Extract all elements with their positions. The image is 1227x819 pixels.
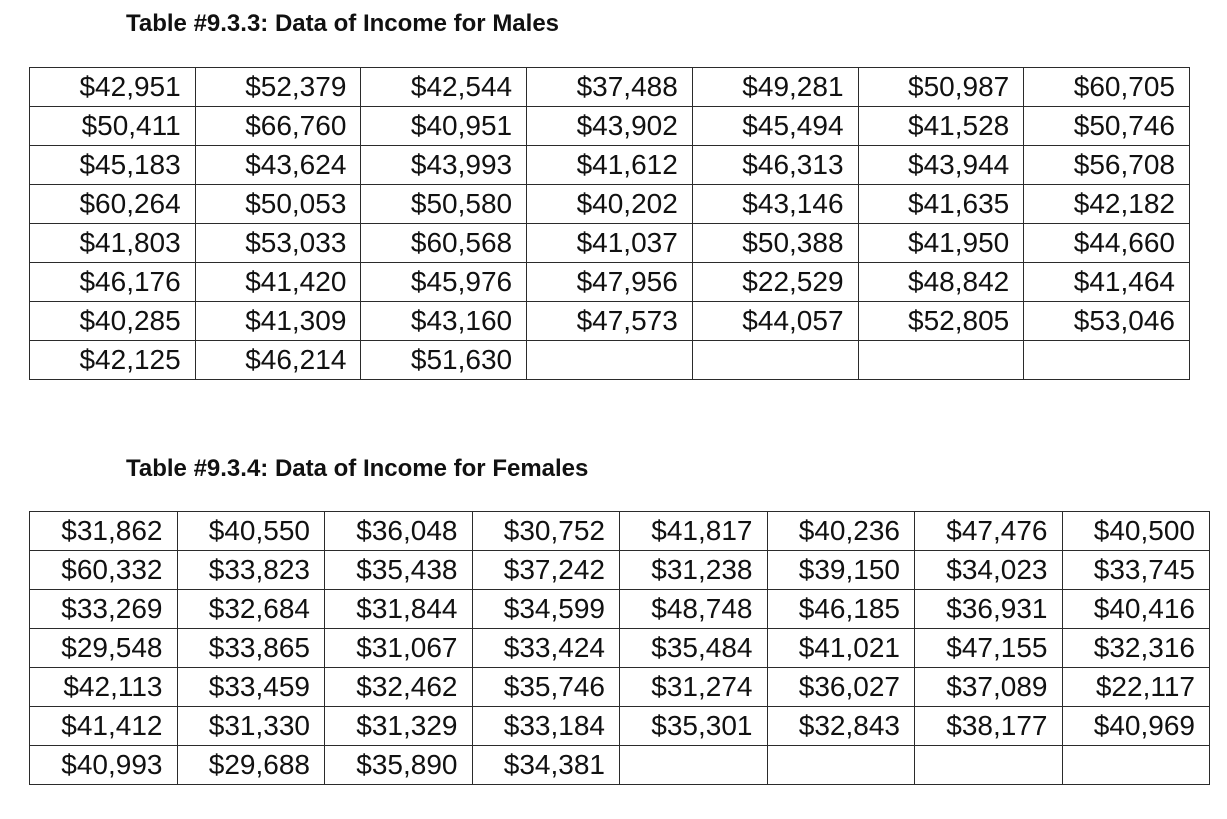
table-cell — [620, 746, 768, 785]
table-cell: $40,969 — [1062, 707, 1210, 746]
table-cell: $48,842 — [858, 263, 1024, 302]
table-cell: $47,956 — [527, 263, 693, 302]
table-cell: $44,660 — [1024, 224, 1190, 263]
table-cell: $45,494 — [692, 107, 858, 146]
table-cell: $22,529 — [692, 263, 858, 302]
table-cell: $46,185 — [767, 590, 915, 629]
table-cell: $53,046 — [1024, 302, 1190, 341]
table-cell: $31,067 — [325, 629, 473, 668]
table-cell: $45,183 — [30, 146, 196, 185]
table-cell: $66,760 — [195, 107, 361, 146]
table-cell: $31,329 — [325, 707, 473, 746]
table-cell: $31,862 — [30, 512, 178, 551]
table-cell: $45,976 — [361, 263, 527, 302]
table-row — [30, 107, 1190, 146]
table-cell: $50,411 — [30, 107, 196, 146]
table-cell: $41,950 — [858, 224, 1024, 263]
table-cell: $33,459 — [177, 668, 325, 707]
table-cell: $42,951 — [30, 68, 196, 107]
table-cell: $50,987 — [858, 68, 1024, 107]
table-cell: $42,113 — [30, 668, 178, 707]
table-cell: $41,635 — [858, 185, 1024, 224]
table-cell: $39,150 — [767, 551, 915, 590]
table-cell: $35,438 — [325, 551, 473, 590]
table-cell: $32,462 — [325, 668, 473, 707]
table-row — [30, 668, 1210, 707]
males-table-body — [30, 68, 1190, 380]
table-cell — [915, 746, 1063, 785]
table-row — [30, 263, 1190, 302]
table-cell: $32,316 — [1062, 629, 1210, 668]
table-cell — [1062, 746, 1210, 785]
table-cell: $43,624 — [195, 146, 361, 185]
table-cell: $46,214 — [195, 341, 361, 380]
table-cell: $43,902 — [527, 107, 693, 146]
table-row — [30, 629, 1210, 668]
table-cell: $41,803 — [30, 224, 196, 263]
table-row — [30, 590, 1210, 629]
table-row — [30, 551, 1210, 590]
table-cell: $33,745 — [1062, 551, 1210, 590]
table-cell: $34,599 — [472, 590, 620, 629]
table-cell: $30,752 — [472, 512, 620, 551]
table-cell: $36,027 — [767, 668, 915, 707]
table-cell: $53,033 — [195, 224, 361, 263]
table-cell: $33,865 — [177, 629, 325, 668]
table-cell: $33,184 — [472, 707, 620, 746]
table-cell: $33,823 — [177, 551, 325, 590]
males-income-table — [29, 67, 1190, 380]
table-cell: $40,416 — [1062, 590, 1210, 629]
table-cell: $29,688 — [177, 746, 325, 785]
table-cell: $40,951 — [361, 107, 527, 146]
table-row — [30, 512, 1210, 551]
table-cell — [858, 341, 1024, 380]
table-cell: $41,309 — [195, 302, 361, 341]
table-cell: $22,117 — [1062, 668, 1210, 707]
table-cell: $33,269 — [30, 590, 178, 629]
table-cell: $41,412 — [30, 707, 178, 746]
table-cell: $47,476 — [915, 512, 1063, 551]
table-cell: $52,379 — [195, 68, 361, 107]
table-cell: $49,281 — [692, 68, 858, 107]
table-cell: $41,528 — [858, 107, 1024, 146]
table-cell: $44,057 — [692, 302, 858, 341]
table-cell: $50,053 — [195, 185, 361, 224]
table-cell: $40,500 — [1062, 512, 1210, 551]
table-row — [30, 68, 1190, 107]
table-cell: $50,580 — [361, 185, 527, 224]
table-cell: $38,177 — [915, 707, 1063, 746]
table-cell: $43,993 — [361, 146, 527, 185]
table-row — [30, 224, 1190, 263]
table-cell: $47,573 — [527, 302, 693, 341]
table-cell: $60,705 — [1024, 68, 1190, 107]
table-cell: $34,023 — [915, 551, 1063, 590]
table-cell: $46,313 — [692, 146, 858, 185]
table-cell: $46,176 — [30, 263, 196, 302]
table-cell: $33,424 — [472, 629, 620, 668]
table-cell: $37,488 — [527, 68, 693, 107]
table-cell: $40,285 — [30, 302, 196, 341]
table-cell — [767, 746, 915, 785]
table-cell: $51,630 — [361, 341, 527, 380]
females-income-table — [29, 511, 1210, 785]
table-cell: $31,238 — [620, 551, 768, 590]
table-cell: $41,464 — [1024, 263, 1190, 302]
table-cell: $40,550 — [177, 512, 325, 551]
table-cell: $43,160 — [361, 302, 527, 341]
males-table-caption: Table #9.3.3: Data of Income for Males — [126, 10, 560, 37]
table-cell: $35,484 — [620, 629, 768, 668]
table-cell: $40,236 — [767, 512, 915, 551]
table-cell: $60,264 — [30, 185, 196, 224]
table-cell: $37,089 — [915, 668, 1063, 707]
table-cell: $42,544 — [361, 68, 527, 107]
table-cell: $35,301 — [620, 707, 768, 746]
table-cell — [692, 341, 858, 380]
table-cell: $52,805 — [858, 302, 1024, 341]
table-cell: $60,332 — [30, 551, 178, 590]
table-cell: $42,125 — [30, 341, 196, 380]
table-cell: $50,746 — [1024, 107, 1190, 146]
table-cell: $41,612 — [527, 146, 693, 185]
table-row — [30, 146, 1190, 185]
table-row — [30, 341, 1190, 380]
table-cell: $41,021 — [767, 629, 915, 668]
table-row — [30, 746, 1210, 785]
table-cell: $50,388 — [692, 224, 858, 263]
table-cell: $40,202 — [527, 185, 693, 224]
females-table-body — [30, 512, 1210, 785]
table-cell: $36,931 — [915, 590, 1063, 629]
table-cell: $34,381 — [472, 746, 620, 785]
table-cell — [1024, 341, 1190, 380]
table-row — [30, 302, 1190, 341]
table-cell: $60,568 — [361, 224, 527, 263]
table-cell: $42,182 — [1024, 185, 1190, 224]
table-row — [30, 707, 1210, 746]
table-cell: $35,890 — [325, 746, 473, 785]
table-cell: $31,274 — [620, 668, 768, 707]
table-cell: $32,843 — [767, 707, 915, 746]
table-cell: $47,155 — [915, 629, 1063, 668]
table-row — [30, 185, 1190, 224]
table-cell: $43,944 — [858, 146, 1024, 185]
table-cell — [527, 341, 693, 380]
table-cell: $35,746 — [472, 668, 620, 707]
table-cell: $40,993 — [30, 746, 178, 785]
table-cell: $41,420 — [195, 263, 361, 302]
table-cell: $29,548 — [30, 629, 178, 668]
table-cell: $43,146 — [692, 185, 858, 224]
table-cell: $41,037 — [527, 224, 693, 263]
table-cell: $36,048 — [325, 512, 473, 551]
table-cell: $41,817 — [620, 512, 768, 551]
table-cell: $31,330 — [177, 707, 325, 746]
females-table-caption: Table #9.3.4: Data of Income for Females — [126, 455, 589, 482]
table-cell: $48,748 — [620, 590, 768, 629]
table-cell: $31,844 — [325, 590, 473, 629]
table-cell: $37,242 — [472, 551, 620, 590]
table-cell: $32,684 — [177, 590, 325, 629]
table-cell: $56,708 — [1024, 146, 1190, 185]
